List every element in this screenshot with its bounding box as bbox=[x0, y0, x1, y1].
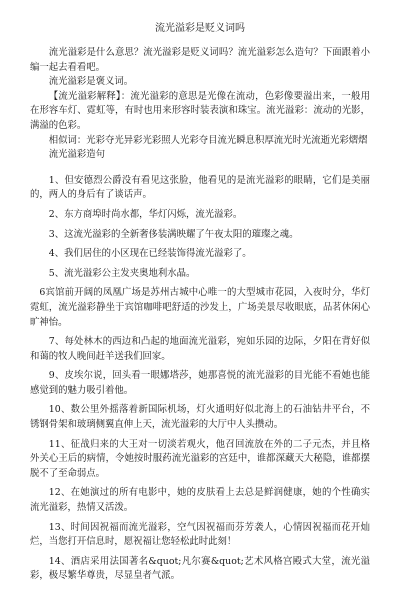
sentence-item: 12、在她演过的所有电影中，她的皮肤看上去总是鲜润健康，她的个性确实流光溢彩，热情又活泼。 bbox=[30, 487, 370, 514]
sentence-item: 11、征战归来的大王对一切淡若观火，他召回流放在外的二子元杰，并且格外关心王后的病情，令她按时服药流光溢彩的宫廷中，谁都深藏天大秘隐，谁都摆脱不了至命弱点。 bbox=[30, 438, 370, 479]
section-heading: 流光溢彩造句 bbox=[48, 149, 106, 161]
sentence-item: 10、数公里外摇落着新国际机场，灯火通明好似北海上的石油钻井平台，不锈钢骨架和玻璃侧翼直伸上天，流光溢彩的大厅中人头攒动。 bbox=[30, 404, 370, 431]
definition-paragraph: 【流光溢彩解释】：流光溢彩的意思是光像在流动，色彩像要溢出来，一般用在形容车灯、霓虹等，有时也用来形容时装表演和珠宝。流光溢彩：流动的光影，满溢的色彩。 bbox=[30, 90, 370, 131]
intro-paragraph: 流光溢彩是什么意思？流光溢彩是贬义词吗？流光溢彩怎么造句？下面跟着小编一起去看看吧。 bbox=[30, 47, 370, 73]
sentence-item: 9、皮埃尔说，回头看一眼娜塔莎，她那喜悦的流光溢彩的目光能不看她也能感觉到的魅力吸引着他。 bbox=[30, 370, 370, 396]
spacer bbox=[30, 163, 370, 174]
sentence-item: 1、但安德烈公爵没有看见这张脸，他看见的是流光溢彩的眼睛，它们是美丽的，两人的身后有了谈话声。 bbox=[30, 174, 370, 201]
document-title: 流光溢彩是贬义词吗 bbox=[155, 23, 245, 34]
similar-words: 相似词：光彩夺光异彩光彩照人光彩夺目流光瞬息积厚流光时光流逝光彩熠熠 bbox=[48, 134, 368, 146]
sentiment-note: 流光溢彩是褒义词。 bbox=[48, 76, 134, 88]
sentence-item: 13、时间因祝福而流光溢彩，空气因祝福而芬芳袭人，心情因祝福而花开灿烂，当您打开信息时，愿祝福让您轻松此时此刻！ bbox=[30, 521, 370, 548]
sentence-item: 7、每处林木的西边和凸起的地面流光溢彩，宛如乐园的边际，夕阳在背好似和蔼的牧人晚间赶羊送我们回家。 bbox=[30, 336, 370, 362]
sentence-item: 14、酒店采用法国著名&quot;凡尔赛&quot;艺术风格宫殿式大堂，流光溢彩，极尽繁华尊贵，尽显皇者气派。 bbox=[30, 555, 370, 582]
sentence-item: 2、东方商埠时尚水都，华灯闪烁，流光溢彩。 bbox=[48, 208, 243, 220]
sentence-item: 3、这流光溢彩的全新奢侈装满映耀了午夜太阳的璀璨之魂。 bbox=[48, 228, 299, 240]
sentence-item: 5、流光溢彩公主发夹奥地利水晶。 bbox=[48, 267, 196, 279]
sentence-item: 4、我们居住的小区现在已经装饰得流光溢彩了。 bbox=[48, 248, 252, 260]
sentence-item: 6宾馆前开阔的凤凰广场是苏州古城中心唯一的大型城市花园，入夜时分，华灯霓虹，流光溢彩静坐于宾馆咖啡吧舒适的沙发上，广场美景尽收眼底，品茗休闲心旷神怡。 bbox=[30, 287, 370, 328]
